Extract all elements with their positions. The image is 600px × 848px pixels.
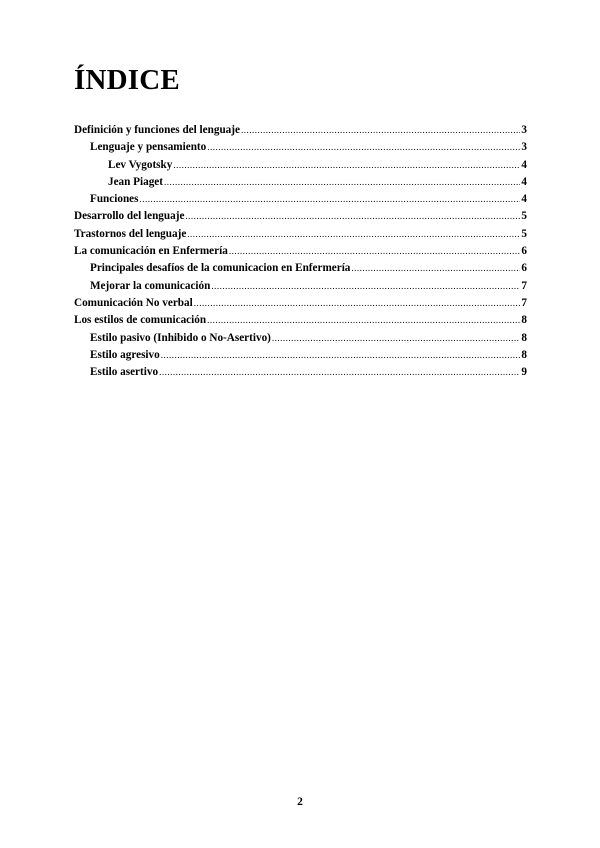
- toc-entry-page: 7: [521, 279, 527, 292]
- toc-entry-page: 4: [521, 175, 527, 188]
- toc-entry-no-verbal[interactable]: [74, 297, 527, 314]
- toc-entry-label: Desarrollo del lenguaje: [74, 210, 185, 223]
- toc-entry-mejorar[interactable]: [74, 280, 527, 297]
- toc-entry-piaget[interactable]: [74, 176, 527, 193]
- toc-entry-label: Trastornos del lenguaje: [74, 227, 187, 240]
- toc-entry-label: Lev Vygotsky: [108, 158, 173, 171]
- toc-entry-agresivo[interactable]: [74, 349, 527, 366]
- toc-leader: [194, 298, 521, 308]
- toc-entry-comunicacion-enfermeria[interactable]: [74, 245, 527, 262]
- toc-entry-label: Lenguaje y pensamiento: [90, 141, 207, 154]
- toc-leader: [187, 229, 520, 239]
- toc-leader: [164, 177, 520, 187]
- toc-entry-asertivo[interactable]: [74, 366, 527, 383]
- toc-entry-label: Definición y funciones del lenguaje: [74, 124, 240, 136]
- toc-entry-vygotsky[interactable]: [74, 159, 527, 176]
- toc-entry-page: 4: [521, 193, 527, 206]
- toc-leader: [140, 194, 521, 204]
- toc-leader: [351, 263, 520, 273]
- toc-entry-estilos[interactable]: [74, 314, 527, 331]
- toc-entry-label: Mejorar la comunicación: [90, 279, 211, 292]
- toc-entry-label: Jean Piaget: [108, 175, 163, 188]
- toc-entry-definicion[interactable]: [74, 124, 527, 141]
- toc-entry-page: 6: [521, 245, 527, 258]
- toc-entry-pasivo[interactable]: [74, 332, 527, 349]
- toc-leader: [272, 333, 521, 343]
- toc-entry-label: Estilo pasivo (Inhibido o No-Asertivo): [90, 331, 271, 344]
- toc-entry-page: 3: [521, 141, 527, 154]
- toc-entry-page: 7: [521, 296, 527, 309]
- toc-entry-label: Funciones: [90, 193, 139, 206]
- toc-entry-label: Estilo asertivo: [90, 366, 159, 379]
- toc-leader: [241, 125, 520, 135]
- toc-entry-desafios[interactable]: [74, 262, 527, 279]
- toc-leader: [159, 367, 520, 377]
- toc-entry-label: Comunicación No verbal: [74, 296, 193, 309]
- table-of-contents: [74, 124, 527, 383]
- toc-entry-label: La comunicación en Enfermería: [74, 245, 228, 258]
- toc-entry-page: 4: [521, 158, 527, 171]
- toc-entry-label: Estilo agresivo: [90, 348, 160, 361]
- toc-entry-label: Los estilos de comunicación: [74, 314, 207, 327]
- toc-leader: [207, 142, 520, 152]
- toc-leader: [173, 160, 520, 170]
- toc-entry-page: 5: [521, 210, 527, 223]
- toc-entry-page: 3: [521, 124, 527, 136]
- toc-entry-page: 6: [521, 262, 527, 275]
- toc-entry-trastornos[interactable]: [74, 228, 527, 245]
- toc-leader: [211, 281, 520, 291]
- toc-entry-page: 8: [521, 331, 527, 344]
- page-title: ÍNDICE: [74, 64, 180, 96]
- toc-leader: [185, 211, 520, 221]
- toc-entry-page: 9: [521, 366, 527, 379]
- toc-entry-label: Principales desafíos de la comunicacion en Enfermería: [90, 262, 351, 275]
- toc-leader: [207, 315, 520, 325]
- toc-leader: [229, 246, 521, 256]
- toc-entry-page: 8: [521, 348, 527, 361]
- toc-entry-funciones[interactable]: [74, 193, 527, 210]
- toc-leader: [161, 350, 521, 360]
- toc-entry-lenguaje-pensamiento[interactable]: [74, 141, 527, 158]
- toc-entry-page: 5: [521, 227, 527, 240]
- toc-entry-page: 8: [521, 314, 527, 327]
- page-number: 2: [297, 796, 303, 808]
- toc-entry-desarrollo[interactable]: [74, 210, 527, 227]
